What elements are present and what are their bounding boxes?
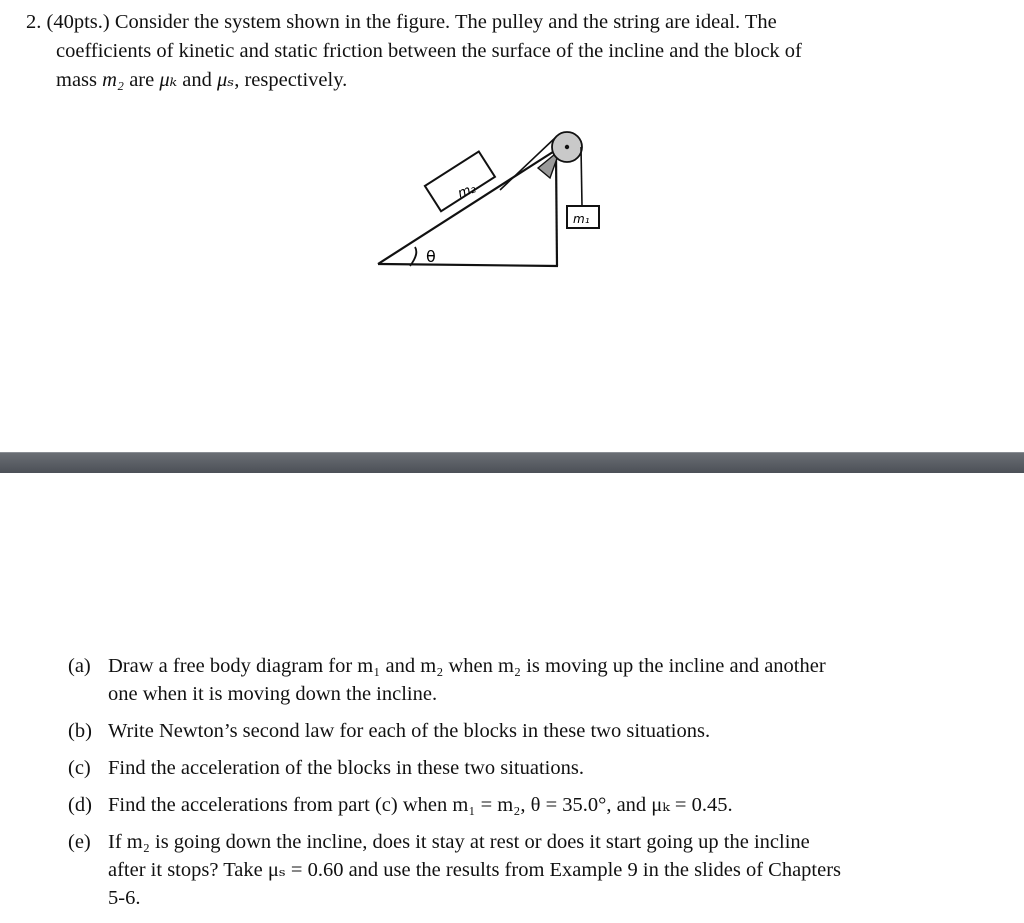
part-body (108, 652, 928, 708)
incline-base (378, 264, 558, 266)
part-line: 5-6. (108, 887, 141, 909)
math-m2: m₂ (102, 69, 125, 91)
text-fragment: and (177, 69, 217, 91)
part-b (68, 717, 928, 745)
text-fragment: are (124, 69, 160, 91)
block-m2 (425, 151, 495, 211)
part-line: Write Newton’s second law for each of the blocks in these two situations. (108, 720, 711, 742)
part-line: one when it is moving down the incline. (108, 683, 438, 705)
string-vertical (581, 147, 582, 206)
part-label: (a) (68, 655, 91, 677)
part-body (108, 828, 928, 912)
part-line: If m₂ is going down the incline, does it stay at rest or does it start going up the incline (108, 831, 810, 853)
part-line: Draw a free body diagram for m₁ and m₂ when m₂ is moving up the incline and another (108, 655, 826, 677)
angle-arc (410, 247, 416, 266)
part-label: (b) (68, 720, 92, 742)
problem-number: 2. (26, 11, 42, 33)
question-parts-list (68, 652, 928, 921)
part-d (68, 791, 928, 819)
part-label: (c) (68, 757, 91, 779)
pulley-axle (565, 145, 569, 149)
part-line: Find the accelerations from part (c) when m₁ = m₂, θ = 35.0°, and μₖ = 0.45. (108, 794, 733, 816)
angle-label: θ (426, 247, 436, 266)
block-m1-label: m₁ (573, 212, 590, 226)
math-mu-k: μₖ (159, 69, 178, 91)
part-body (108, 791, 928, 819)
problem-points: (40pts.) (46, 11, 110, 33)
problem-line-1: Consider the system shown in the figure. The pulley and the string are ideal. The (114, 11, 777, 33)
problem-line-2: coefficients of kinetic and static friction between the surface of the incline and the block of (56, 40, 802, 62)
part-label: (e) (68, 831, 91, 853)
page-divider-bar (0, 452, 1024, 473)
text-fragment: mass (56, 69, 103, 91)
part-line: Find the acceleration of the blocks in these two situations. (108, 757, 584, 779)
problem-statement (26, 8, 926, 95)
part-label: (d) (68, 794, 92, 816)
text-fragment: , respectively. (234, 69, 348, 91)
block-m2-label: m₂ (455, 181, 478, 202)
part-e (68, 828, 928, 912)
part-c (68, 754, 928, 782)
incline-pulley-figure (360, 120, 640, 280)
math-mu-s: μₛ (216, 69, 235, 91)
part-line: after it stops? Take μₛ = 0.60 and use the results from Example 9 in the slides of Chapters (108, 859, 842, 881)
problem-page-top (0, 0, 1024, 452)
part-body (108, 754, 928, 782)
part-body (108, 717, 928, 745)
problem-line-3 (26, 69, 347, 91)
incline-vertical-side (556, 154, 557, 266)
part-a (68, 652, 928, 708)
